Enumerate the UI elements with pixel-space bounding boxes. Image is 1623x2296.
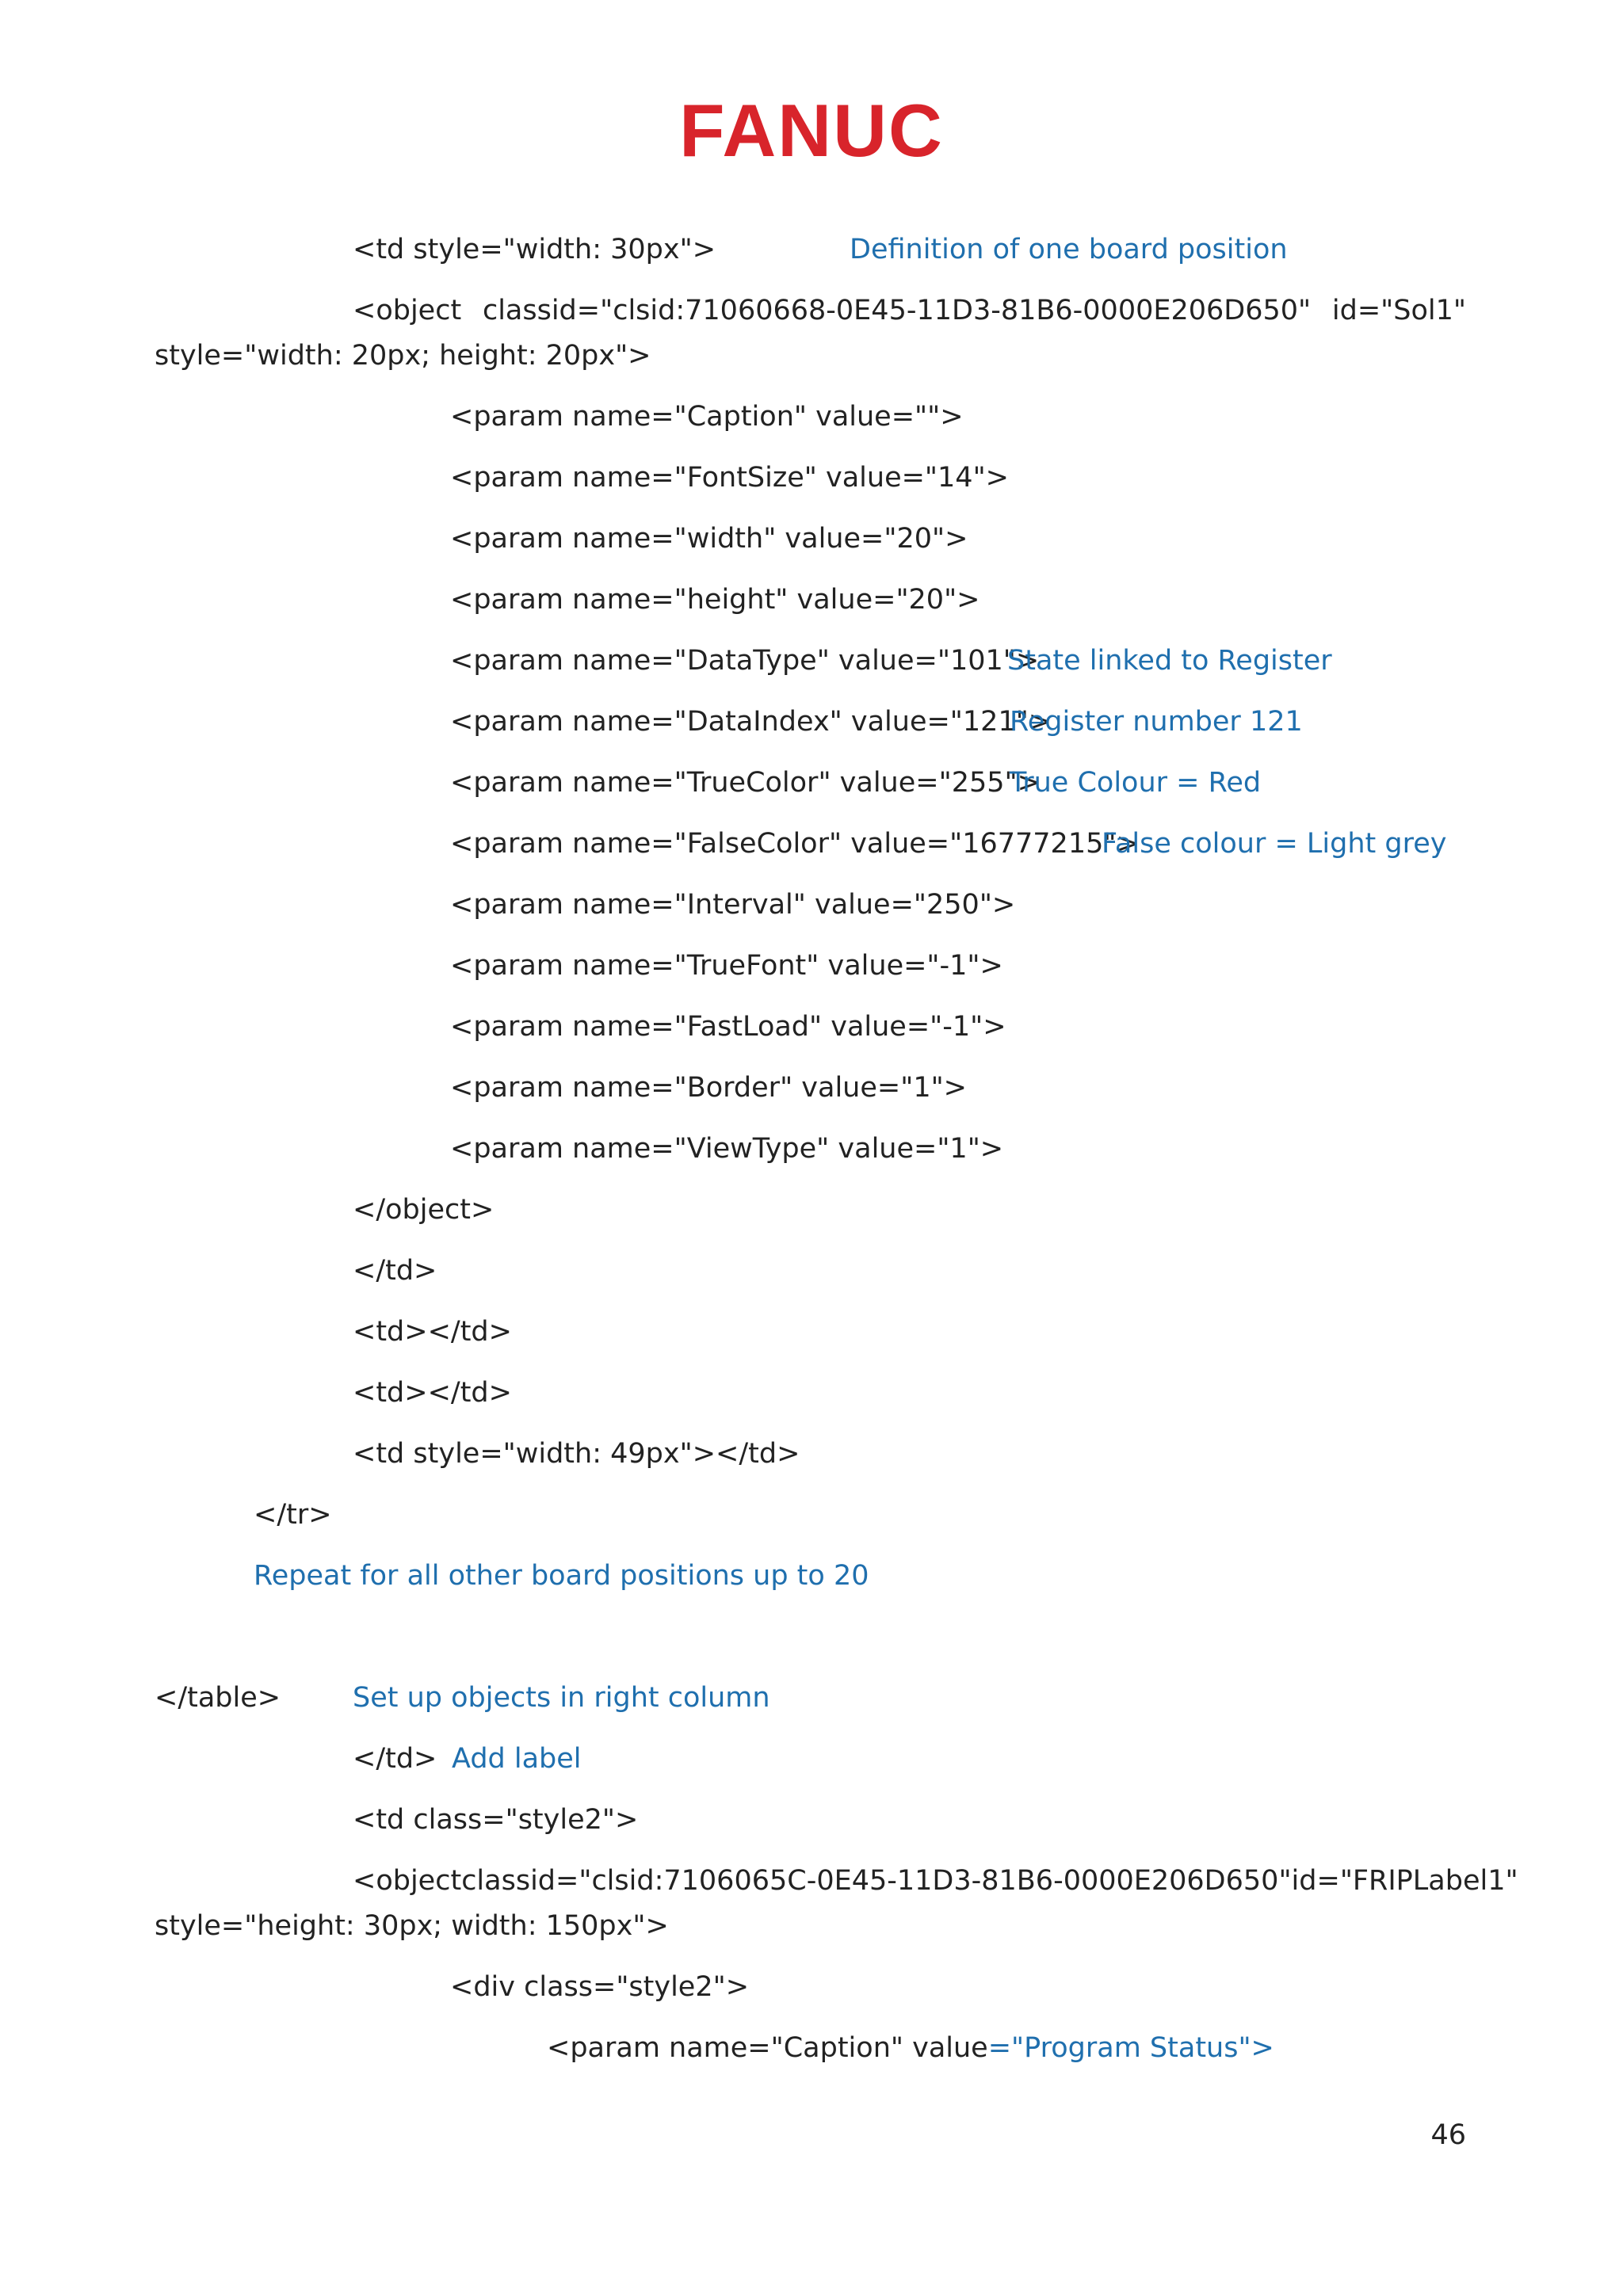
code-line: <param name="Interval" value="250">	[450, 889, 1016, 921]
code-line: <param name="height" value="20">	[450, 584, 980, 616]
code-line: </tr>	[254, 1499, 332, 1531]
code-line	[353, 1743, 582, 1775]
code-line: <param name="TrueFont" value="-1">	[450, 950, 1003, 982]
code-line	[450, 645, 1332, 677]
code-text: </td>	[353, 1743, 437, 1775]
page-number: 46	[1430, 2119, 1466, 2151]
code-line: <td style="width: 49px"></td>	[353, 1438, 800, 1470]
code-text: <param name="DataIndex" value="121">	[450, 706, 1052, 738]
code-text: <param name="DataType" value="101">	[450, 645, 1040, 677]
annotation: True Colour = Red	[1010, 767, 1262, 799]
code-line: <td class="style2">	[353, 1804, 639, 1836]
code-text: </table>	[155, 1682, 281, 1714]
annotation: Set up objects in right column	[353, 1682, 770, 1714]
code-line	[450, 706, 1303, 738]
code-text: <param name="Caption" value	[547, 2032, 988, 2064]
code-text: classid="clsid:71060668-0E45-11D3-81B6-0000E206D650"	[482, 295, 1312, 326]
code-line: </object>	[353, 1194, 495, 1226]
annotation: Register number 121	[1010, 706, 1303, 738]
code-line	[155, 1682, 770, 1714]
code-text: <td style="width: 30px">	[353, 234, 716, 265]
code-line	[353, 297, 1466, 325]
code-text: id="Sol1"	[1331, 295, 1466, 326]
code-line	[353, 1865, 1518, 1897]
annotation: State linked to Register	[1007, 645, 1332, 677]
annotation: False colour = Light grey	[1102, 828, 1447, 860]
code-line	[547, 2032, 1274, 2064]
code-text: id="FRIPLabel1"	[1291, 1865, 1518, 1897]
code-line: <param name="FastLoad" value="-1">	[450, 1011, 1006, 1043]
annotation: Add label	[452, 1743, 582, 1775]
code-line	[353, 234, 1288, 265]
code-text: classid="clsid:7106065C-0E45-11D3-81B6-0000E206D650"	[461, 1865, 1292, 1897]
code-line	[450, 828, 1447, 860]
annotation: Repeat for all other board positions up to 20	[254, 1560, 869, 1592]
code-text: <param name="FalseColor" value="16777215">	[450, 828, 1140, 860]
code-line: style="height: 30px; width: 150px">	[155, 1910, 669, 1942]
code-line: <td></td>	[353, 1377, 512, 1409]
code-text: <object	[353, 295, 462, 326]
code-text: <object	[353, 1865, 462, 1897]
code-line: <td></td>	[353, 1316, 512, 1348]
code-line: </td>	[353, 1255, 437, 1287]
annotation: ="Program Status">	[987, 2032, 1274, 2064]
code-line: <param name="FontSize" value="14">	[450, 462, 1009, 494]
code-text: <param name="TrueColor" value="255">	[450, 767, 1041, 799]
annotation: Definition of one board position	[850, 234, 1288, 265]
code-line	[450, 767, 1262, 799]
code-line: <param name="Caption" value="">	[450, 401, 964, 433]
code-line: <div class="style2">	[450, 1971, 750, 2003]
code-line: <param name="Border" value="1">	[450, 1072, 968, 1104]
code-line: <param name="ViewType" value="1">	[450, 1133, 1004, 1165]
code-line: style="width: 20px; height: 20px">	[155, 340, 651, 372]
code-line: <param name="width" value="20">	[450, 523, 968, 555]
fanuc-logo: FANUC	[679, 89, 944, 172]
